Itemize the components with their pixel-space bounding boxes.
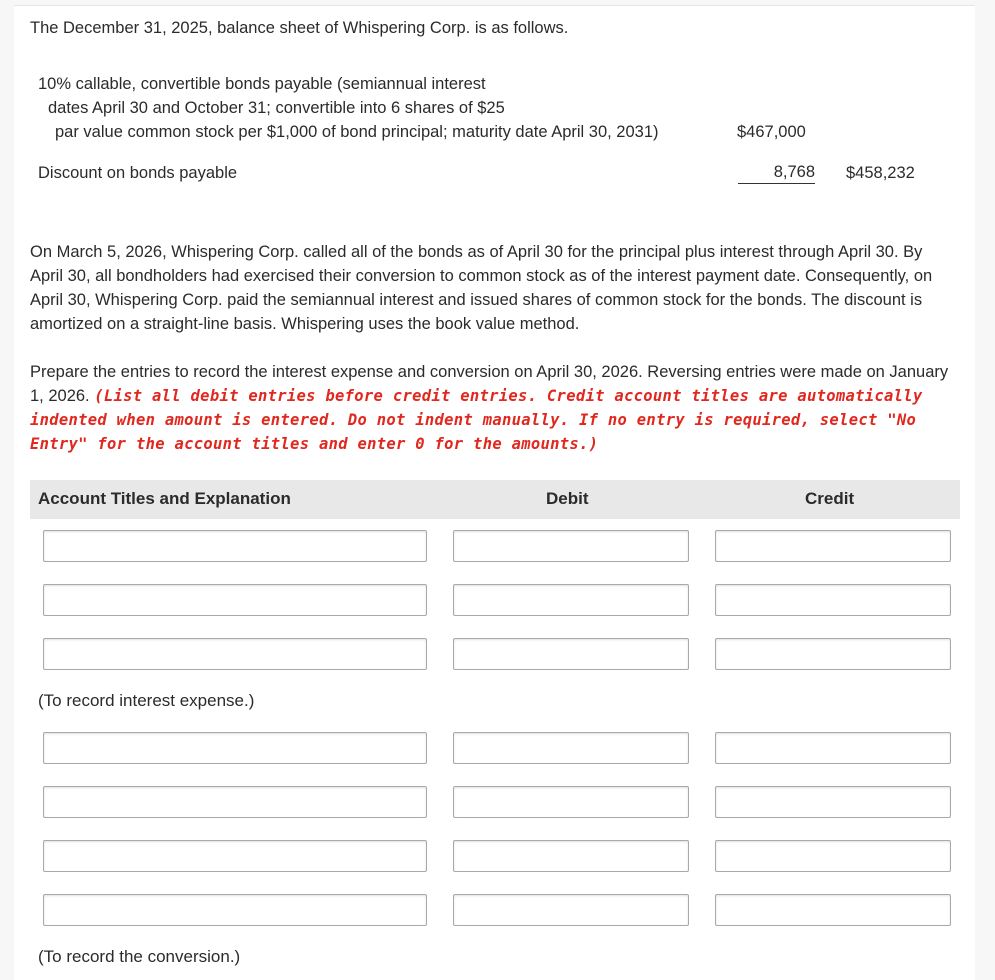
credit-input[interactable]	[715, 732, 951, 764]
account-title-input[interactable]	[43, 530, 427, 562]
account-title-input[interactable]	[43, 584, 427, 616]
credit-input[interactable]	[715, 840, 951, 872]
debit-input[interactable]	[453, 530, 689, 562]
bond-line-3: par value common stock per $1,000 of bond principal; maturity date April 30, 2031)	[55, 123, 659, 141]
credit-input[interactable]	[715, 786, 951, 818]
bond-line-2: dates April 30 and October 31; convertible into 6 shares of $25	[48, 99, 505, 117]
col-account-header: Account Titles and Explanation	[38, 489, 291, 508]
debit-input[interactable]	[453, 638, 689, 670]
debit-input[interactable]	[453, 840, 689, 872]
prompt-text: Prepare the entries to record the interest expense and conversion on April 30, 2026. Reversing entries were made on January 1, 2026.	[30, 363, 949, 405]
journal-header	[30, 480, 960, 519]
question-sheet	[14, 5, 975, 980]
prompt-block	[30, 360, 955, 456]
scenario-text: On March 5, 2026, Whispering Corp. called all of the bonds as of April 30 for the principal plus interest through April 30. By April 30, all bondholders had exercised their conversion to common stock as of the interest payment date. Consequently, on April 30, Whispering Corp. paid the semiannual interest and issued shares of common stock for the bonds. The discount is amortized on a straight-line basis. Whispering uses the book value method.	[30, 243, 933, 333]
account-title-input[interactable]	[43, 638, 427, 670]
account-title-input[interactable]	[43, 732, 427, 764]
instructions-text: (List all debit entries before credit entries. Credit account titles are automatically indented when amount is entered. Do not indent manually. If no entry is required, select "No Entry" for the account titles and enter 0 for the amounts.)	[30, 387, 923, 453]
account-title-input[interactable]	[43, 840, 427, 872]
net-bond-amount: $458,232	[846, 164, 915, 182]
bond-amount: $467,000	[737, 123, 806, 141]
debit-input[interactable]	[453, 732, 689, 764]
debit-input[interactable]	[453, 894, 689, 926]
col-debit-header: Debit	[546, 489, 589, 508]
credit-input[interactable]	[715, 584, 951, 616]
debit-input[interactable]	[453, 584, 689, 616]
credit-input[interactable]	[715, 530, 951, 562]
note-conversion: (To record the conversion.)	[38, 947, 241, 966]
discount-label: Discount on bonds payable	[38, 164, 238, 182]
discount-amount: 8,768	[738, 162, 815, 184]
credit-input[interactable]	[715, 894, 951, 926]
intro-text: The December 31, 2025, balance sheet of Whispering Corp. is as follows.	[30, 19, 569, 37]
account-title-input[interactable]	[43, 894, 427, 926]
debit-input[interactable]	[453, 786, 689, 818]
credit-input[interactable]	[715, 638, 951, 670]
account-title-input[interactable]	[43, 786, 427, 818]
bond-line-1: 10% callable, convertible bonds payable (semiannual interest	[38, 75, 486, 93]
note-interest-expense: (To record interest expense.)	[38, 691, 255, 710]
col-credit-header: Credit	[805, 489, 855, 508]
